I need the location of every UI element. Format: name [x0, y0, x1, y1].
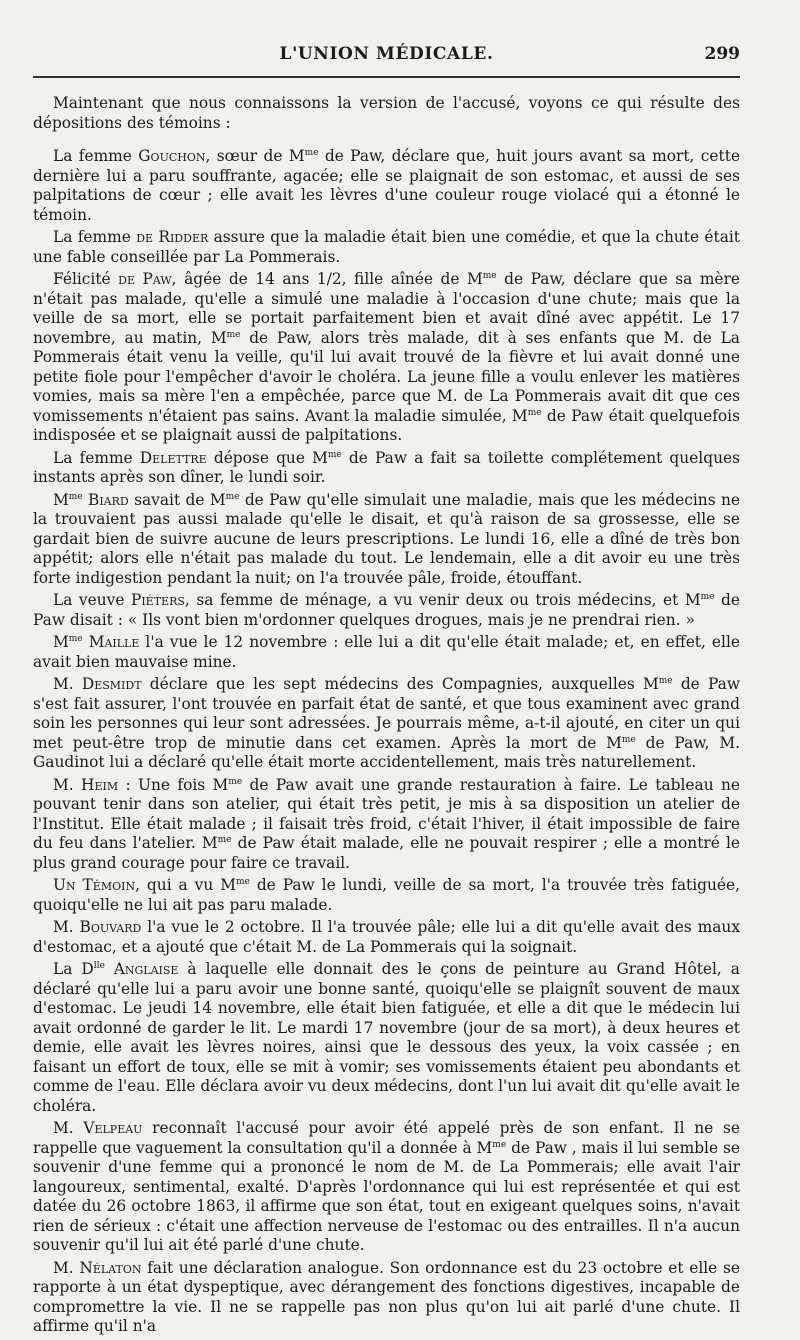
paragraph [33, 1119, 740, 1256]
text-run: fait une déclaration analogue. Son ordonnance est du 23 octobre et elle se rapporte à un état dyspeptique, avec dérangement des fonctions digestives, incapable de compromettre la vie. Il ne se rappelle pas non plus qu'on lui ait parlé d'une chute. Il affirme qu'il n'a [33, 1258, 741, 1335]
superscript: me [700, 591, 715, 602]
text-run: de Paw, M. Gaudinot lui a déclaré qu'elle était morte accidentellement, mais très naturellement. [33, 733, 741, 771]
journal-page [33, 44, 740, 1340]
text-run: reconnaît l'accusé pour avoir été appelé près de son enfant. Il ne se rappelle que vaguement la consultation qu'il a donnée à M [33, 1119, 740, 1157]
text-run: déclare que les sept médecins des Compagnies, auxquelles M [141, 675, 659, 693]
text-run: , sœur de M [205, 147, 305, 165]
text-run: La D [53, 960, 94, 978]
superscript: me [68, 633, 83, 644]
running-title: L'UNION MÉDICALE. [279, 44, 494, 64]
text-run: l'a vue le 2 octobre. Il l'a trouvée pâle; elle lui a dit qu'elle avait des maux d'estomac, et a ajouté que c'était M. de La Pommerais qui la soignait. [33, 918, 740, 956]
text-run: M. [53, 918, 80, 936]
text-run: M [53, 633, 69, 651]
text-run: de Paw, alors très malade, dit à ses enfants que M. de La Pommerais était venu la veille, qu'il lui avait trouvé de la fièvre et lui avait donné une petite fiole pour l'empêcher d'avoir le choléra. La jeune fille a voulu enlever les matières vomies, mais sa mère l'en a empêchée, parce que M. de La Pommerais avait dit que ces vomissements n'étaient pas sains. Avant la maladie simulée, M [33, 328, 740, 425]
superscript: me [621, 734, 636, 745]
text-run: de Paw s'est fait assurer, l'ont trouvée en parfait état de santé, et que tous examinent avec grand soin les personnes qui leur sont adressées. Je pourrais même, a-t-il ajouté, en citer un qui met peut-être trop de minutie dans cet examen. Après la mort de M [33, 675, 740, 752]
paragraph [33, 591, 740, 630]
superscript: me [482, 270, 497, 281]
text-run: M. [53, 675, 82, 693]
paragraph [33, 633, 740, 672]
text-run: assure que la maladie était bien une comédie, et que la chute était une fable conseillée par La Pommerais. [33, 228, 740, 266]
witness-name: Nélaton [79, 1258, 142, 1277]
text-run: de Paw, déclare que, huit jours avant sa mort, cette dernière lui a paru souffrante, agacée; elle se plaignait de son estomac, et aussi de ses palpitations de cœur ; elle avait les lèvres d'une couleur rouge violacé qui a étonné le témoin. [33, 147, 740, 224]
superscript: me [304, 147, 319, 158]
text-run: Félicité [53, 270, 119, 288]
superscript: me [226, 329, 241, 340]
witness-name: Maille [88, 633, 140, 651]
superscript: me [527, 407, 542, 418]
superscript: me [236, 876, 250, 887]
text-run: l'a vue le 12 novembre : elle lui a dit qu'elle était malade; et, en effet, elle avait bien mauvaise mine. [33, 633, 740, 671]
paragraph [33, 270, 740, 446]
paragraph [33, 94, 740, 133]
paragraph [33, 147, 740, 225]
paragraph [33, 876, 740, 915]
superscript: me [327, 449, 342, 460]
text-run: de Paw, déclare que sa mère n'était pas malade, qu'elle a simulé une maladie à l'occasion d'une chute; mais que la veille de sa mort, elle se portait parfaitement bien et avait dîné avec appétit. Le 17 novembre, au matin, M [33, 270, 740, 347]
text-run: de Paw était quelquefois indisposée et se plaignait aussi de palpitations. [33, 406, 740, 444]
text-run: La femme [53, 147, 139, 165]
text-run: La veuve [53, 591, 131, 609]
witness-name: Piéters [130, 591, 185, 609]
superscript: lle [93, 960, 105, 971]
text-run: à laquelle elle donnait des le çons de peinture au Grand Hôtel, a déclaré qu'elle lui a paru avoir une bonne santé, quoiqu'elle se plaignît souvent de maux d'estomac. Le jeudi 14 novembre, elle était bien fatiguée, et elle a dit que le médecin lui avait ordonné de garder le lit. Le mardi 17 novembre (jour de sa mort), à deux heures et demie, elle avait les lèvres noires, ainsi que le dessous des yeux, la voix cassée ; en faisant un effort de toux, elle se mit à vomir; ses vomissements étaient peu abondants et comme de l'eau. Elle déclara avoir vu deux médecins, dont l'un lui avait dit qu'elle avait le choléra. [33, 960, 740, 1115]
witness-name: de Paw [118, 270, 172, 288]
text-run: La femme [53, 448, 140, 467]
text-run: de Paw disait : « Ils vont bien m'ordonner quelques drogues, mais je ne prendrai rien. » [33, 591, 740, 629]
paragraph [33, 228, 740, 267]
text-run: Maintenant que nous connaissons la version de l'accusé, voyons ce qui résulte des dépositions des témoins : [33, 94, 740, 132]
text-run: de Paw , mais il lui semble se souvenir d'une femme qui a prononcé le nom de M. de La Pommerais; elle avait l'air langoureux, sentimental, exalté. D'après l'ordonnance qui lui est représentée et qui est datée du 26 octobre 1863, il affirme que son état, tout en exigeant quelques soins, n'avait rien de sérieux : c'était une affection nerveuse de l'estomac ou des entrailles. Il n'a aucun souvenir qu'il lui ait été parlé d'une chute. [33, 1138, 740, 1254]
text-run [105, 960, 114, 978]
text-run: de Paw qu'elle simulait une maladie, mais que les médecins ne la trouvaient pas aussi malade qu'elle le disait, et qu'à raison de sa grossesse, elle se gardait bien de suivre aucune de leurs prescriptions. Le lundi 16, elle a dîné de très bon appétit; alors elle n'était pas malade du tout. Le lendemain, elle a dit avoir eu une très forte indigestion pendant la nuit; on l'a trouvée pâle, froide, étouffant. [33, 490, 740, 587]
superscript: me [492, 1139, 507, 1150]
paragraph [33, 918, 740, 957]
header-rule [33, 76, 740, 78]
paragraph [33, 960, 740, 1116]
text-run: M. [53, 1258, 80, 1277]
page-header [33, 44, 740, 74]
text-run: savait de M [128, 490, 226, 509]
text-run: M. [53, 1119, 84, 1137]
witness-name: Heim [81, 775, 119, 794]
witness-name: Desmidt [81, 675, 142, 693]
superscript: me [225, 491, 240, 502]
witness-name: Un Témoin [53, 876, 136, 894]
witness-name: Velpeau [83, 1119, 143, 1137]
witness-name: Gouchon [138, 147, 206, 165]
text-run: M. [53, 775, 82, 794]
paragraph [33, 776, 740, 874]
body-text [33, 94, 740, 1337]
superscript: me [217, 834, 232, 845]
text-run: La femme [53, 228, 137, 246]
page-number: 299 [704, 44, 740, 64]
paragraph [33, 675, 740, 773]
text-run: de Paw a fait sa toilette complétement quelques instants après son dîner, le lundi soir. [33, 448, 740, 486]
paragraph [33, 1259, 740, 1337]
superscript: me [658, 675, 673, 686]
superscript: me [68, 491, 83, 502]
text-run: , qui a vu M [135, 876, 236, 894]
witness-name: de Ridder [136, 228, 209, 246]
paragraph [33, 491, 740, 589]
text-run: : Une fois M [118, 775, 229, 794]
witness-name: Delettre [139, 448, 207, 467]
text-run: M [53, 490, 69, 509]
paragraph [33, 449, 740, 488]
text-run: de Paw était malade, elle ne pouvait respirer ; elle a montré le plus grand courage pour faire ce travail. [33, 834, 741, 872]
text-run: de Paw le lundi, veille de sa mort, l'a trouvée très fatiguée, quoiqu'elle ne lui ait pas paru malade. [33, 876, 740, 914]
text-run: , âgée de 14 ans 1/2, fille aînée de M [171, 270, 483, 288]
text-run: de Paw avait une grande restauration à faire. Le tableau ne pouvant tenir dans son atelier, qui était très petit, je mis à sa disposition un atelier de l'Institut. Elle était malade ; il faisait très froid, c'était l'hiver, il était impossible de faire du feu dans l'atelier. M [33, 775, 740, 852]
witness-name: Biard [88, 490, 129, 509]
text-run: dépose que M [206, 448, 328, 467]
witness-name: Bouvard [79, 918, 142, 936]
superscript: me [228, 776, 243, 787]
text-run: , sa femme de ménage, a vu venir deux ou trois médecins, et M [184, 591, 701, 609]
witness-name: Anglaise [113, 960, 179, 978]
